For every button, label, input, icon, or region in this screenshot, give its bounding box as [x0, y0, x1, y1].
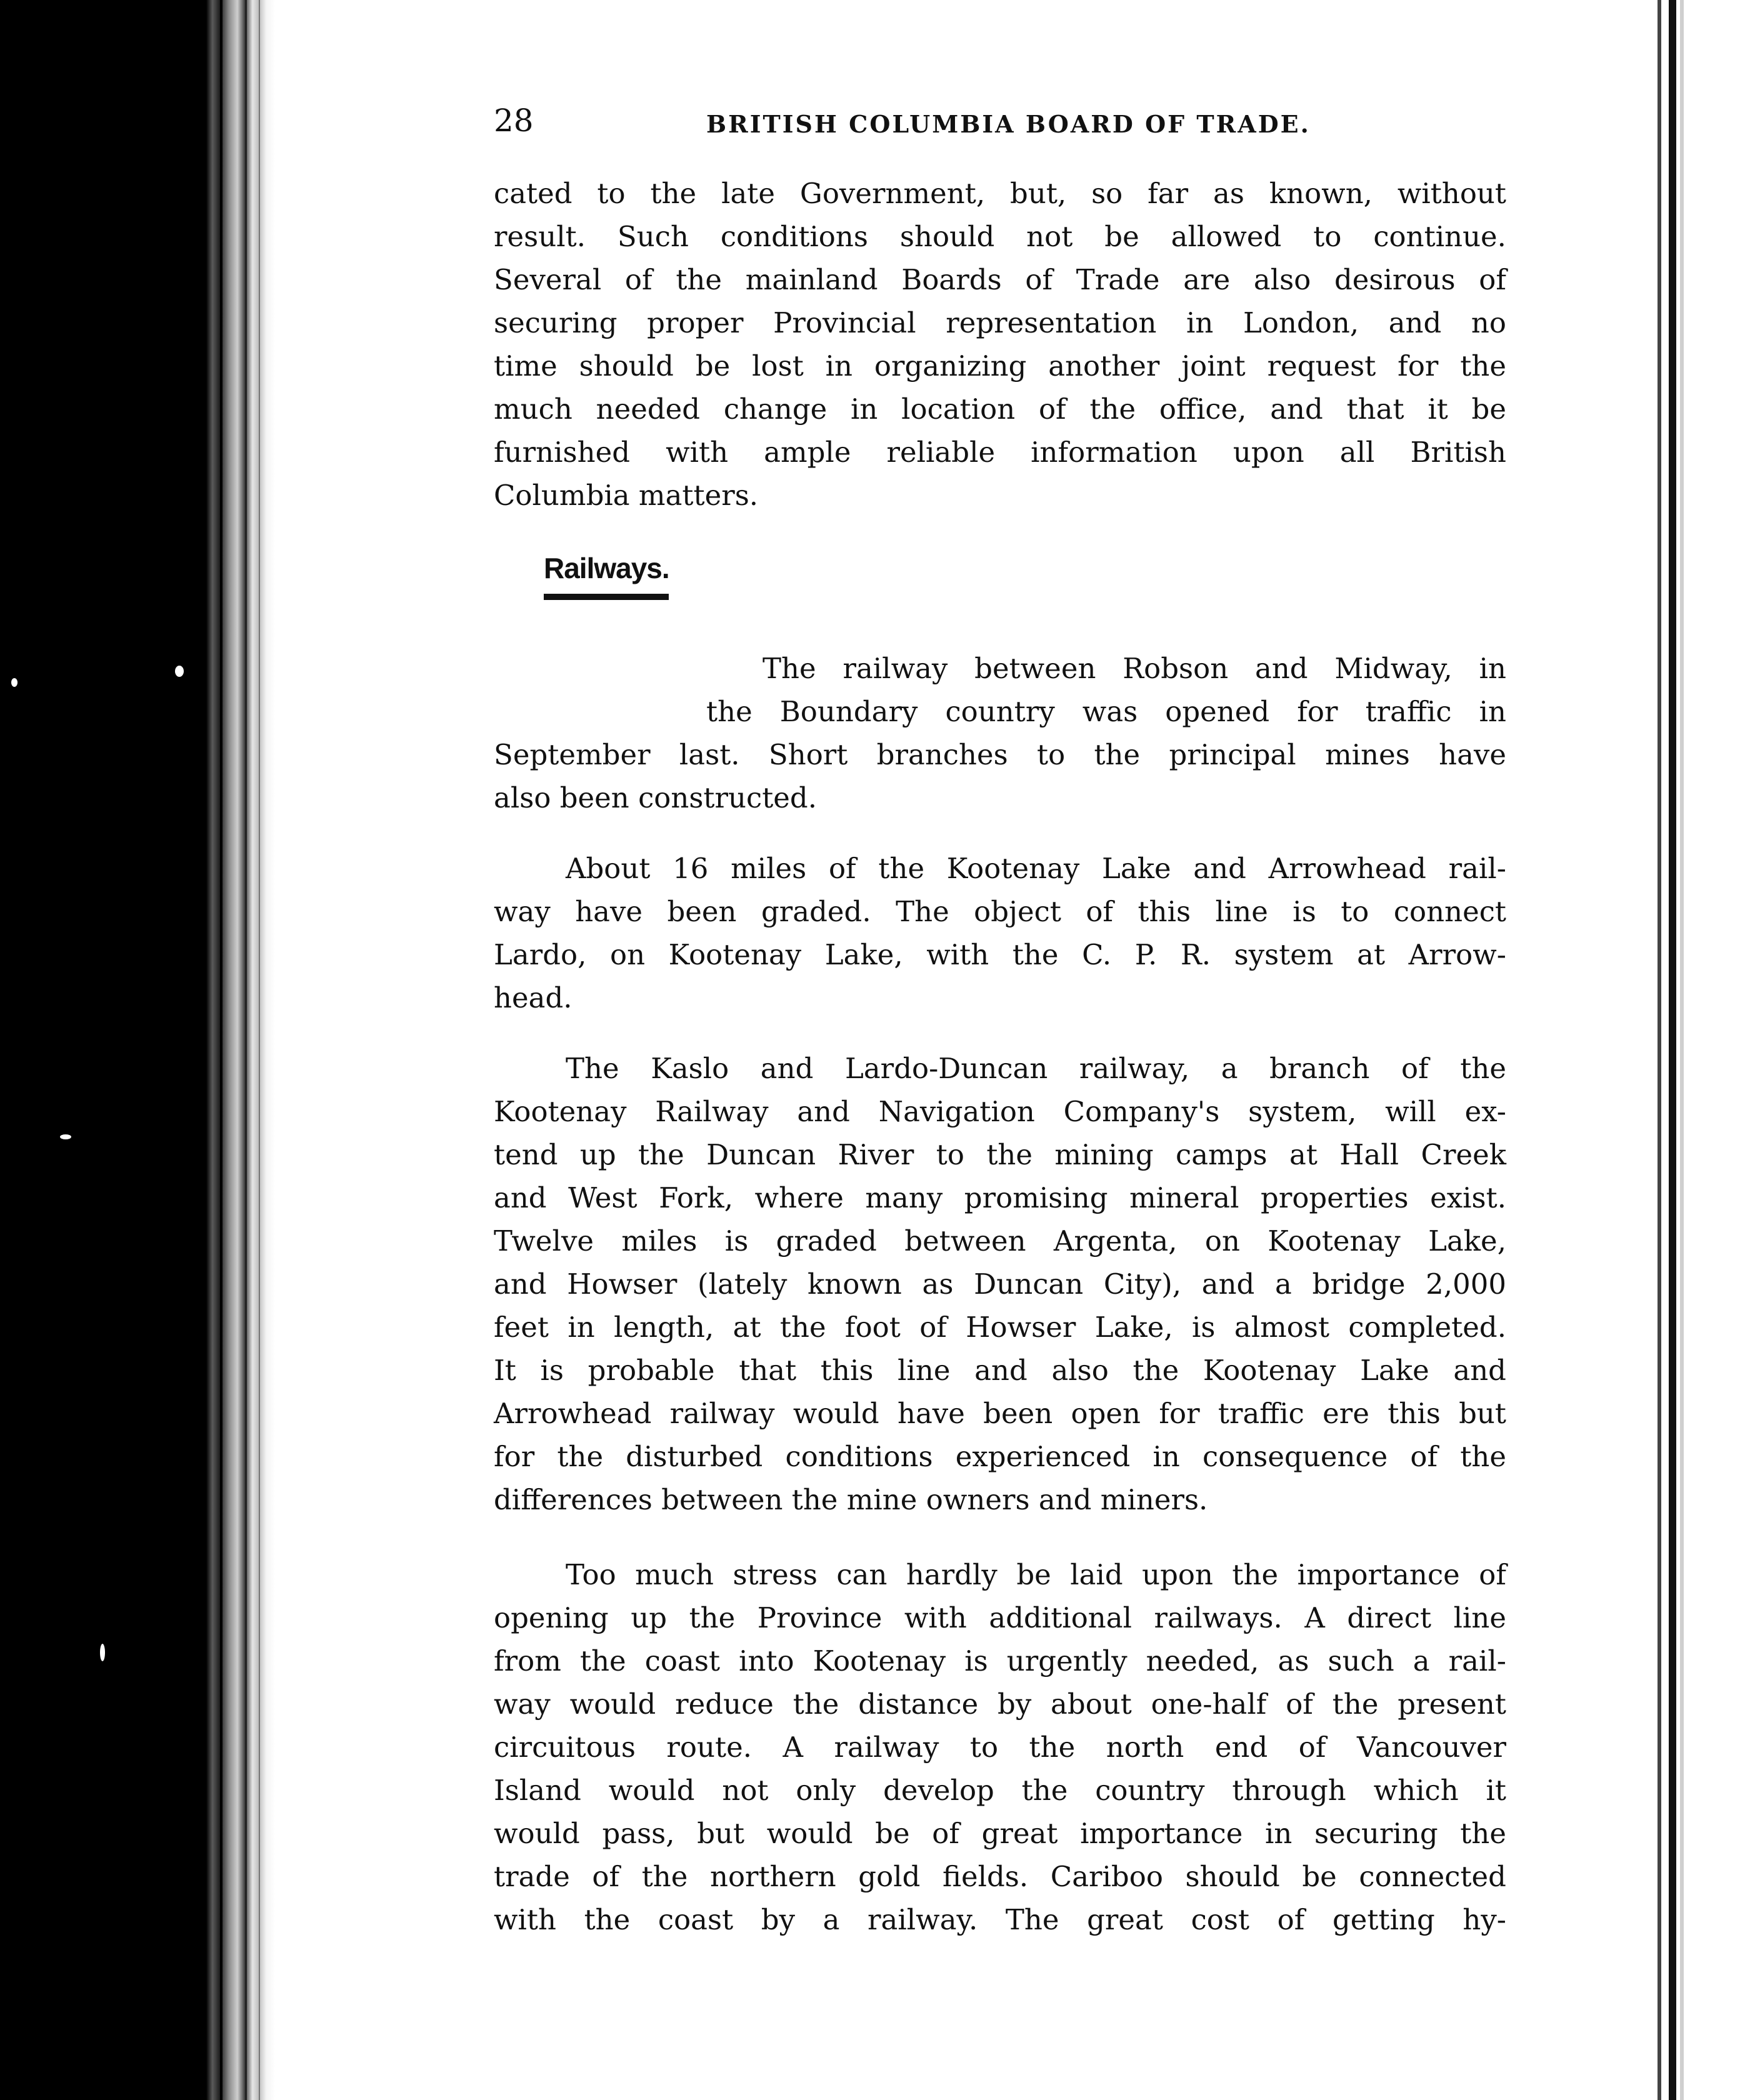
- text-line: feet in length, at the foot of Howser Lake, is almost completed.: [494, 1311, 1506, 1344]
- scan-speck: [60, 1134, 71, 1139]
- text-line: also been constructed.: [494, 781, 818, 814]
- text-line: with the coast by a railway. The great cost of getting hy-: [494, 1903, 1506, 1936]
- paragraph-3: [494, 847, 1506, 1019]
- book-spine-edge: [0, 0, 275, 2100]
- facing-page-edge: [1656, 0, 1740, 2100]
- page-number: 28: [494, 102, 534, 139]
- scan-speck: [100, 1644, 105, 1661]
- text-line: would pass, but would be of great importance in securing the: [494, 1817, 1506, 1850]
- text-line: furnished with ample reliable information upon all British: [494, 436, 1506, 469]
- page-edge-stripe: [245, 0, 247, 2100]
- text-line: The railway between Robson and Midway, in: [762, 652, 1506, 685]
- text-line: result. Such conditions should not be allowed to continue.: [494, 220, 1506, 253]
- text-line: September last. Short branches to the principal mines have: [494, 738, 1506, 771]
- text-line: time should be lost in organizing another joint request for the: [494, 349, 1506, 382]
- page-edge-stripe: [259, 0, 260, 2100]
- text-line: It is probable that this line and also the Kootenay Lake and: [494, 1354, 1506, 1387]
- running-head: BRITISH COLUMBIA BOARD OF TRADE.: [706, 110, 1311, 138]
- text-line: The Kaslo and Lardo-Duncan railway, a branch of the: [566, 1052, 1506, 1085]
- text-line: cated to the late Government, but, so far as known, without: [494, 177, 1506, 210]
- text-line: Too much stress can hardly be laid upon the importance of: [566, 1558, 1506, 1591]
- text-line: differences between the mine owners and miners.: [494, 1483, 1208, 1516]
- text-line: way would reduce the distance by about one-half of the present: [494, 1688, 1506, 1721]
- text-line: and Howser (lately known as Duncan City), and a bridge 2,000: [494, 1268, 1506, 1301]
- scan-speck: [11, 678, 18, 687]
- text-line: much needed change in location of the office, and that it be: [494, 392, 1506, 426]
- paragraph-5: [494, 1553, 1506, 1941]
- text-line: Island would not only develop the country through which it: [494, 1774, 1506, 1807]
- page-header: [494, 100, 1506, 144]
- paragraph-4: [494, 1047, 1506, 1521]
- page-edge-stripe: [220, 0, 222, 2100]
- text-line: Twelve miles is graded between Argenta, on Kootenay Lake,: [494, 1224, 1506, 1258]
- text-line: Arrowhead railway would have been open for traffic ere this but: [494, 1397, 1506, 1430]
- paragraph-2: [494, 647, 1506, 819]
- text-line: securing proper Provincial representation in London, and no: [494, 306, 1506, 339]
- text-line: for the disturbed conditions experienced in consequence of the: [494, 1440, 1506, 1473]
- text-line: trade of the northern gold fields. Cariboo should be connected: [494, 1860, 1506, 1893]
- side-heading-rule: [544, 594, 669, 600]
- paragraph-1: [494, 172, 1506, 517]
- text-line: Kootenay Railway and Navigation Company's system, will ex-: [494, 1095, 1506, 1128]
- text-line: and West Fork, where many promising mineral properties exist.: [494, 1181, 1506, 1214]
- section-side-heading: Railways.: [544, 552, 669, 584]
- text-line: About 16 miles of the Kootenay Lake and Arrowhead rail-: [566, 852, 1506, 885]
- text-line: Several of the mainland Boards of Trade are also desirous of: [494, 263, 1506, 296]
- text-line: tend up the Duncan River to the mining camps at Hall Creek: [494, 1138, 1506, 1171]
- text-line: the Boundary country was opened for traffic in: [706, 695, 1506, 728]
- text-line: from the coast into Kootenay is urgently needed, as such a rail-: [494, 1644, 1506, 1678]
- text-line: head.: [494, 981, 572, 1014]
- scan-speck: [175, 666, 184, 677]
- text-line: Columbia matters.: [494, 479, 759, 512]
- text-line: way have been graded. The object of this line is to connect: [494, 895, 1506, 928]
- text-line: circuitous route. A railway to the north end of Vancouver: [494, 1731, 1506, 1764]
- text-line: opening up the Province with additional railways. A direct line: [494, 1601, 1506, 1634]
- text-line: Lardo, on Kootenay Lake, with the C. P. R. system at Arrow-: [494, 938, 1506, 971]
